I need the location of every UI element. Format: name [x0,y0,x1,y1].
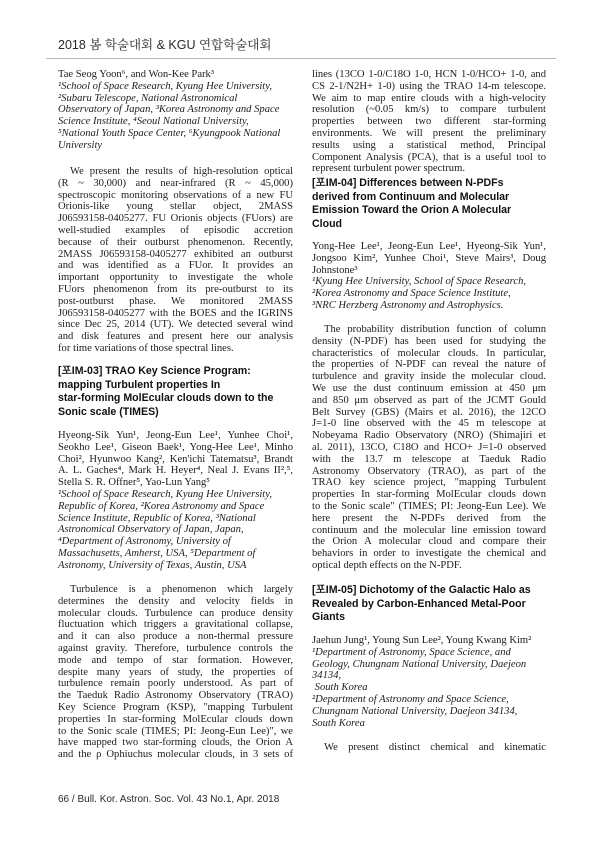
body-line: al. 2011), 13CO, C18O and HCO+ J=1-0 observed [312,441,546,453]
affiliation-line: ²Subaru Telescope, National Astronomical [58,92,238,104]
body-line: CS 2-1/N2H+ 1-0) using the TRAO 14-m telescope. [312,80,546,92]
body-line: turbulence remain poorly understood. As part of [58,678,293,690]
affiliation-list [58,489,293,572]
affiliation-list [312,647,546,730]
title-line: Giants [312,611,345,624]
author-list [58,69,293,81]
author-line: Hyeong-Sik Yun¹, Jeong-Eun Lee¹, Yunhee Choi¹, [58,430,293,441]
body-line: characteristics of molecular clouds. In particular, [312,347,546,359]
body-line: properties In star-forming MolEcular clouds down [58,713,293,725]
title-line: mapping Turbulent properties In [58,378,221,391]
body-line: J06593158-0405277. FU Orionis objects (FUors) are [58,213,293,225]
abstract-title [312,584,546,625]
body-line: (R ~ 30,000) and near-infrared (R ~ 45,000) [58,177,293,189]
affiliation-list [312,276,546,311]
body-line: environments. We will present the preliminary [312,127,546,139]
body-line: to the Sonic scale" (TIMES; PI: Jeong-Eun Lee). We [312,500,546,512]
author-line: Choi², Hyunwoo Kang², Ken'ichi Tatematsu³, Brandt [58,453,293,465]
title-line: star-forming MolEcular clouds down to the [58,392,274,405]
body-line: The probability distribution function of column [324,324,546,335]
body-line: and 850 μm observed as part of the JCMT Gould [312,394,546,406]
affiliation-line: Chungnam National University, Daejeon 34134, [312,705,518,717]
abstract-body [58,166,293,355]
body-line: and it can also produce a non-thermal pressure [58,631,293,643]
title-line: derived from Continuum and Molecular [312,190,510,203]
affiliation-line: ³NRC Herzberg Astronomy and Astrophysics. [312,299,504,311]
body-line: for time variations of those spectral lines. [58,342,234,354]
title-line: Emission Toward the Orion A Molecular [312,204,512,217]
body-line: lines (13CO 1-0/C18O 1-0, HCN 1-0/HCO+ 1-0, and [312,69,546,80]
body-line: with the 13.7 m telescope at Taeduk Radio [312,453,546,465]
body-line: 2MASS J06593158-0405277 exhibited an outburst [58,248,293,260]
body-line: We present the results of high-resolution optical [70,166,293,177]
body-line: Belt Survey (GBS) (Mairs et al. 2016), the 12CO [312,406,546,418]
body-line: because of their outburst phenomenon. Recently, [58,236,293,248]
affiliation-line: 34134, [312,670,342,682]
body-line: mode and tempo of star formation. However, [58,654,293,666]
body-line: TRAO key science project, "mapping Turbulent [312,477,546,489]
affiliation-list [58,81,293,152]
affiliation-line: ⁴Department of Astronomy, University of [58,536,231,548]
affiliation-line: ¹Department of Astronomy, Space Science, and [312,646,511,658]
body-line: turbulence and gravity inside the molecular cloud. [312,371,546,383]
author-line: Stella S. R. Offner⁵, Yao-Lun Yang⁵ [58,477,210,489]
title-line: Cloud [312,217,343,230]
author-line: Seokho Lee¹, Giseon Baek¹, Yong-Hee Lee¹, Minho [58,441,293,453]
body-line: continuum and the molecular line emission toward [312,524,546,536]
body-line: J=1-0 line observed with the 45 m telescope at [312,418,546,430]
body-line: properties In star-forming MolEcular clouds down [312,489,546,501]
body-line: properties between two different star-forming [312,116,546,128]
affiliation-line: University [58,139,103,151]
running-header: 2018 봄 학술대회 & KGU 연합학술대회 [58,38,272,52]
affiliation-line: Science Institute, ⁴Seoul National University, [58,116,249,128]
body-line: post-outburst phase. We monitored 2MASS [58,295,293,307]
author-line: Jongsoo Kim², Yunhee Choi¹, Steve Mairs³, Doug [312,252,546,264]
page-footer: 66 / Bull. Kor. Astron. Soc. Vol. 43 No.1, Apr. 2018 [58,794,280,805]
body-line: determines the density and velocity fields in [58,595,293,607]
abstract-body [312,742,546,754]
body-line: and disk features and present here our analysis [58,331,293,343]
affiliation-line: ¹Kyung Hee University, School of Space Research, [312,276,527,288]
body-line: represent turbulent power spectrum. [312,163,465,175]
body-line: spectroscopic monitoring observations of a new FU [58,189,293,201]
body-line: fluctuation which triggers a gravitational collapse, [58,619,293,631]
affiliation-line: Observatory of Japan, ³Korea Astronomy and Space [58,104,280,116]
affiliation-line: Republic of Korea, ²Korea Astronomy and Space [58,500,265,512]
body-line: the Taeduk Radio Astronomy Observatory (TRAO) [58,690,293,702]
author-line: Tae Seog Yoon⁶, and Won-Kee Park³ [58,69,215,80]
body-line: and the ρ Ophiuchus molecular clouds, in 3 sets of [58,749,293,761]
abstract-body-continued [312,69,546,175]
affiliation-line: Astronomical Observatory of Japan, Japan, [58,524,244,536]
title-line: [포IM-03] TRAO Key Science Program: [58,365,251,378]
abstract-body [58,584,293,761]
author-list [58,430,293,489]
affiliation-line: ¹School of Space Research, Kyung Hee University, [58,80,273,92]
affiliation-line: ²Department of Astronomy and Space Science, [312,693,509,705]
body-line: Component Analysis (PCA), that is a useful tool to [312,151,546,163]
author-line: Johnstone³ [312,264,358,276]
author-line: Yong-Hee Lee¹, Jeong-Eun Lee¹, Hyeong-Sik Yun¹, [312,241,546,252]
author-list [312,241,546,276]
affiliation-line: South Korea [312,682,368,694]
body-line: We aim to map entire clouds with a high-velocity [312,92,546,104]
body-line: resolution (~0.05 km/s) to compare turbulent [312,104,546,116]
body-line: since Dec 25, 2014 (UT). We detected several wind [58,319,293,331]
affiliation-line: Massachusetts, Amherst, USA, ⁵Department of [58,547,256,559]
affiliation-line: ¹School of Space Research, Kyung Hee University, [58,489,273,500]
body-line: have mapped two star-forming clouds, the Orion A [58,737,293,749]
affiliation-line: ²Korea Astronomy and Space Science Institute, [312,288,511,300]
body-line: despite many years of study, the properties of [58,666,293,678]
body-line: density (N-PDF) has been used for studying the [312,335,546,347]
abstract-title [312,177,546,231]
body-line: important opportunity to investigate the whole [58,272,293,284]
title-line: [포IM-05] Dichotomy of the Galactic Halo as [312,584,531,597]
body-line: and was identified as a FUor. It provides an [58,260,293,272]
abstract-title [58,365,293,419]
abstract-body [312,324,546,572]
body-line: molecular clouds. Turbulence can produce density [58,607,293,619]
body-line: behaviors in order to investigate the chemical and [312,548,546,560]
author-list [312,635,546,647]
body-line: Astronomy Observatory (TRAO), as part of the [312,465,546,477]
title-line: Revealed by Carbon-Enhanced Metal-Poor [312,597,526,610]
body-line: results using a statistical method, Principal [312,139,546,151]
author-line: Jaehun Jung¹, Young Sun Lee², Young Kwang Kim² [312,635,532,646]
author-line: A. L. Gaches⁴, Mark H. Heyer⁴, Neal J. Evans II²,⁵, [58,465,293,477]
body-line: here present the N-PDFs derived from the [312,512,546,524]
body-line: well-studied examples of episodic accretion [58,224,293,236]
body-line: Turbulence is a phenomenon which largely [70,584,293,595]
header-rule [46,58,556,59]
body-line: J06593158-0405277 with the BOES and the IGRINS [58,307,293,319]
affiliation-line: Science Institute, Republic of Korea, ³National [58,512,256,524]
affiliation-line: Geology, Chungnam National University, Daejeon [312,658,527,670]
affiliation-line: South Korea [312,717,365,729]
body-line: FUors phenomenon from its pre-outburst to its [58,283,293,295]
body-line: Nobeyama Radio Observatory (NRO) (Shimajiri et [312,430,546,442]
body-line: Orionis-like young stellar object, 2MASS [58,201,293,213]
body-line: We use the dust continuum emission at 450 μm [312,382,546,394]
body-line: optical depth effects on the N-PDF. [312,559,462,571]
body-line: Key Science Program (KSP), "mapping Turbulent [58,701,293,713]
title-line: Sonic scale (TIMES) [58,405,159,418]
body-line: We present distinct chemical and kinematic [324,742,546,753]
body-line: the Orion A molecular cloud and compare their [312,536,546,548]
body-line: to the Sonic scale (TIMES; PI: Jeong-Eun Lee)", we [58,725,293,737]
title-line: [포IM-04] Differences between N-PDFs [312,177,504,190]
body-line: against gravity. Therefore, turbulence controls the [58,642,293,654]
affiliation-line: ⁵National Youth Space Center, ⁶Kyungpook National [58,127,281,139]
body-line: the properties of N-PDF can reveal the nature of [312,359,546,371]
affiliation-line: Astronomy, University of Texas, Austin, USA [58,559,247,571]
